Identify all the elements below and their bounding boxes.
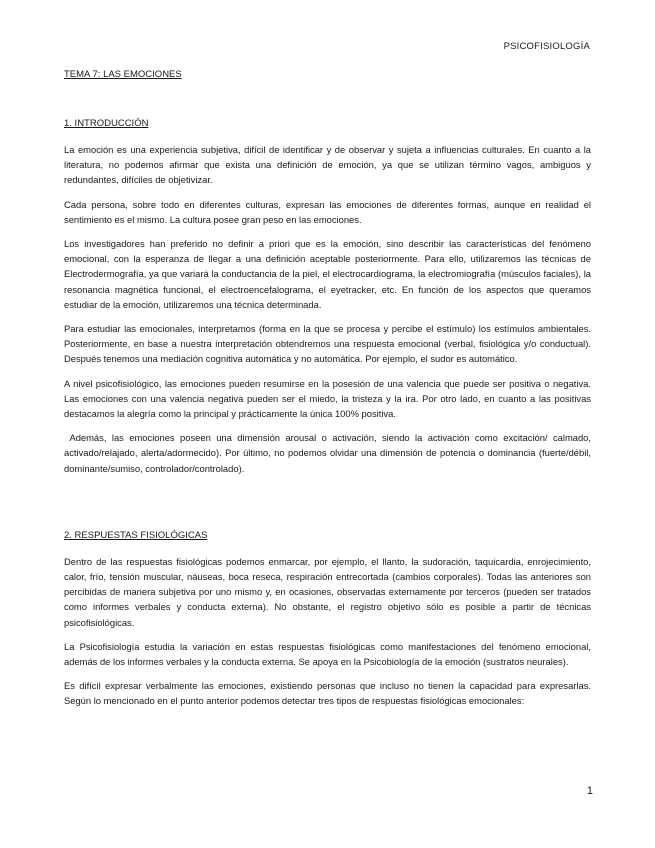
paragraph: Para estudiar las emocionales, interpretamos (forma en la que se procesa y percibe el estímulo) los estímulos ambientales. Posteriormente, en base a nuestra interpretación obtendremos una respuesta emocional (verbal, fisiológica y/o conductual). Después tenemos una mediación cognitiva automática y no automática. Por ejemplo, el sudor es automático. [64,323,591,365]
section-heading-introduccion: 1. INTRODUCCIÓN [64,118,149,129]
topic-title: TEMA 7: LAS EMOCIONES [64,69,182,80]
paragraph: Además, las emociones poseen una dimensión arousal o activación, siendo la activación como excitación/ calmado, activado/relajado, alerta/adormecido). Por último, no podemos olvidar una dimensión de potencia o dominancia (fuerte/débil, dominante/sumiso, controlador/controlado). [64,432,594,474]
running-header: PSICOFISIOLOGÍA [503,41,590,52]
paragraph: La Psicofisiología estudia la variación en estas respuestas fisiológicas como manifestaciones del fenómeno emocional, además de los informes verbales y la conducta externa. Se apoya en la Psicobiología de la emoción (sustratos neurales). [64,640,591,668]
paragraph: Es difícil expresar verbalmente las emociones, existiendo personas que incluso no tienen la capacidad para expresarlas. Según lo mencionado en el punto anterior podemos detectar tres tipos de respuestas fisiológicas emocionales: [64,680,591,707]
paragraph: Los investigadores han preferido no definir a priori que es la emoción, sino describir las características del fenómeno emocional, con la esperanza de llegar a una definición aceptable posteriormente. Para ello, utilizaremos las técnicas de Electrodermografía, ya que variará la conductancia de la piel, el electrocardiograma, la electromiografía (músculos faciales), la resonancia magnética funcional, el electroencefalograma, el eyetracker, etc. En función de los aspectos que queramos estudiar de la emoción, utilizaremos una técnica determinada. [64,238,591,310]
paragraph: La emoción es una experiencia subjetiva, difícil de identificar y de observar y sujeta a influencias culturales. En cuanto a la literatura, no podemos afirmar que exista una definición de emoción, ya que se utilizan término vagos, ambiguos y redundantes, difíciles de objetivizar. [64,144,591,186]
paragraph: A nivel psicofisiológico, las emociones pueden resumirse en la posesión de una valencia que puede ser positiva o negativa. Las emociones con una valencia negativa pueden ser el miedo, la tristeza y la ira. Por otro lado, en cuanto a las positivas destacamos la alegría como la principal y prácticamente la única 100% positiva. [64,377,591,420]
page-content [64,68,594,709]
section-heading-respuestas-fisiologicas: 2. RESPUESTAS FISIOLÓGICAS [64,529,208,541]
paragraph: Cada persona, sobre todo en diferentes culturas, expresan las emociones de diferentes formas, aunque en realidad el sentimiento es el mismo. La cultura posee gran peso en las emociones. [64,198,591,225]
page-number: 1 [586,785,593,797]
paragraph: Dentro de las respuestas fisiológicas podemos enmarcar, por ejemplo, el llanto, la sudoración, taquicardia, enrojecimiento, calor, frío, tensión muscular, náuseas, boca reseca, respiración entrecortada (cambios corporales). Todas las anteriores son percibidas de manera subjetiva por uno mismo y, en ocasiones, observadas externamente por terceros (pueden ser tratados como informes verbales y conducta externa). No obstante, el registro objetivo sólo es posible a partir de técnicas psicofisiológicas. [64,555,591,628]
